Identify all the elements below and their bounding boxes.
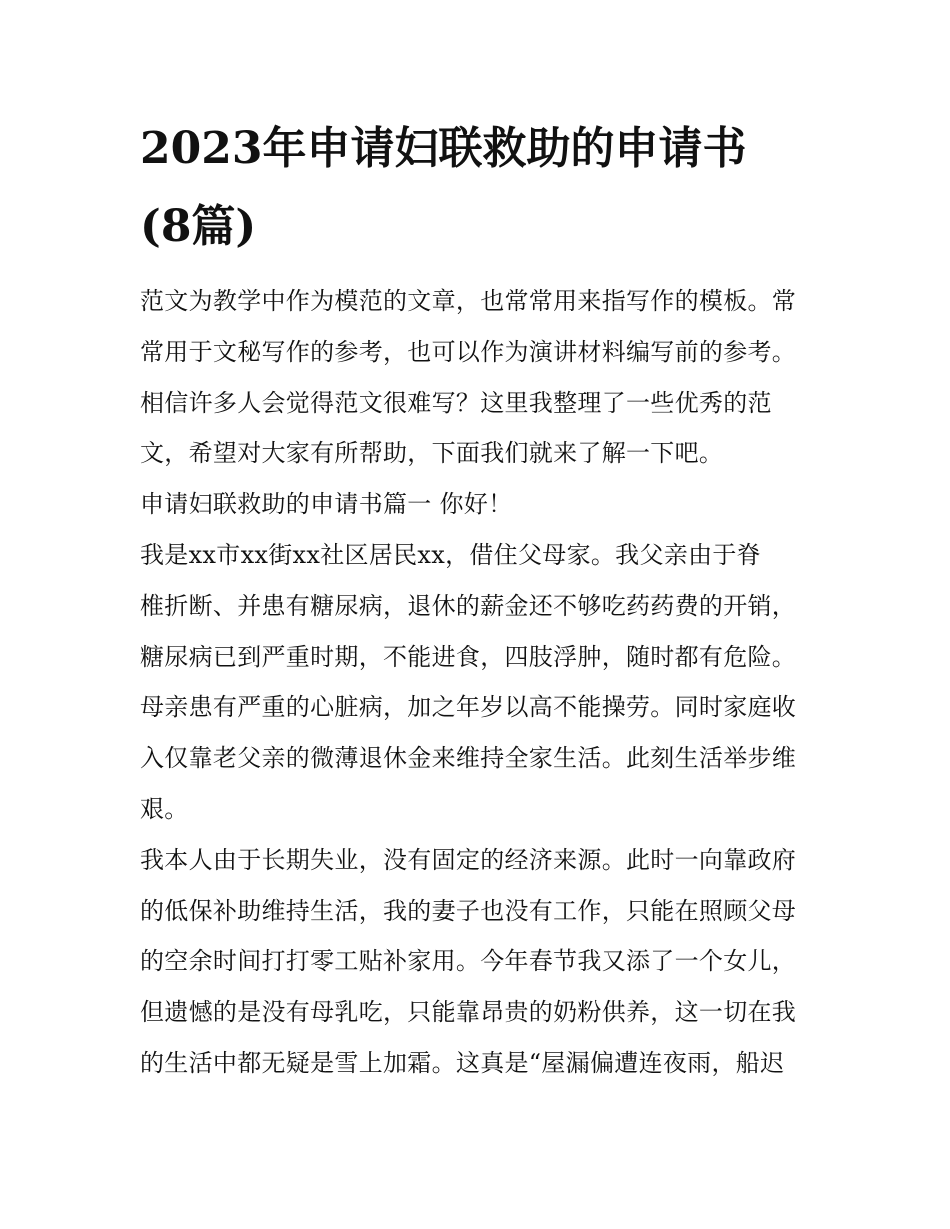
body-line: 我本人由于长期失业，没有固定的经济来源。此时一向靠政府: [140, 845, 797, 874]
body-line: 的生活中都无疑是雪上加霜。这真是“屋漏偏遭连夜雨，船迟: [140, 1048, 785, 1077]
section-heading-line: 申请妇联救助的申请书篇一 你好！: [140, 490, 513, 519]
body-line: 但遗憾的是没有母乳吃，只能靠昂贵的奶粉供养，这一切在我: [140, 998, 797, 1027]
body-line: 椎折断、并患有糖尿病，退休的薪金还不够吃药药费的开销，: [140, 591, 797, 620]
body-line: 的空余时间打打零工贴补家用。今年春节我又添了一个女儿，: [140, 947, 797, 976]
body-line: 艰。: [140, 794, 189, 823]
body-line: 文，希望对大家有所帮助，下面我们就来了解一下吧。: [140, 439, 724, 468]
body-line: 糖尿病已到严重时期，不能进食，四肢浮肿，随时都有危险。: [140, 642, 797, 671]
document-body: [140, 276, 820, 1089]
document-title: [140, 110, 820, 266]
title-line-1: 2023年申请妇联救助的申请书: [140, 123, 747, 174]
body-line: 入仅靠老父亲的微薄退休金来维持全家生活。此刻生活举步维: [140, 744, 797, 773]
body-line: 的低保补助维持生活，我的妻子也没有工作，只能在照顾父母: [140, 896, 797, 925]
title-line-2: (8篇): [140, 201, 257, 252]
body-line: 我是xx市xx街xx社区居民xx，借住父母家。我父亲由于脊: [140, 540, 761, 569]
body-line: 范文为教学中作为模范的文章，也常常用来指写作的模板。常: [140, 287, 797, 315]
body-line: 相信许多人会觉得范文很难写？这里我整理了一些优秀的范: [140, 388, 772, 417]
body-line: 母亲患有严重的心脏病，加之年岁以高不能操劳。同时家庭收: [140, 693, 797, 722]
body-line: 常用于文秘写作的参考，也可以作为演讲材料编写前的参考。: [140, 337, 797, 366]
